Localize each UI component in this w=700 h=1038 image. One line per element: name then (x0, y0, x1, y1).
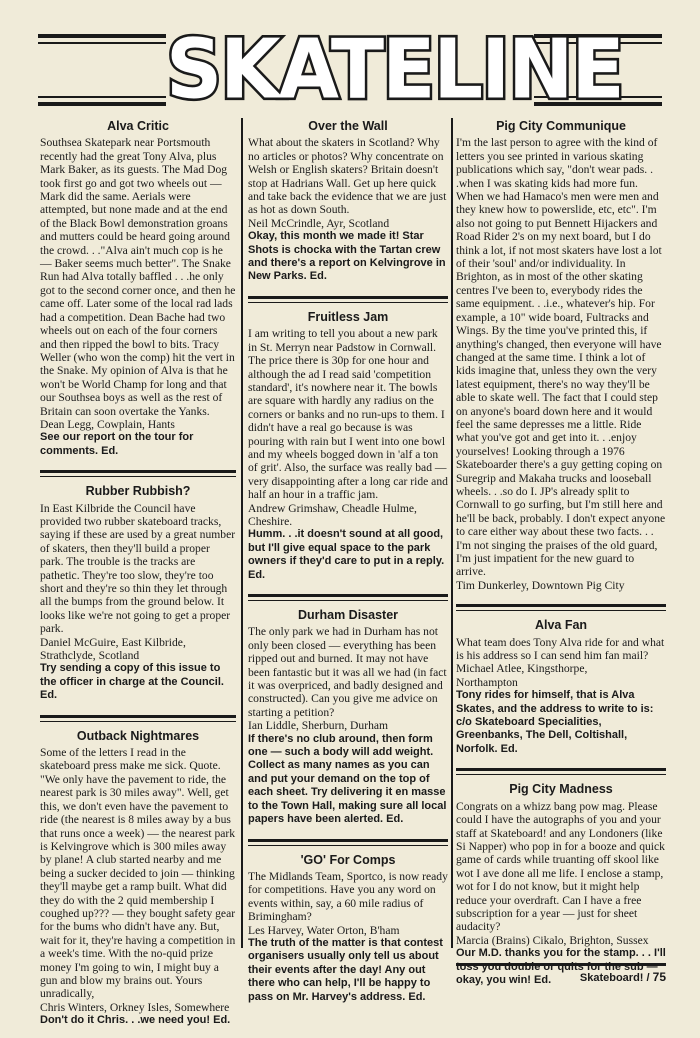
article-body: Southsea Skatepark near Portsmouth recently had the great Tony Alva, plus Mark Baker, as its guests. The Mad Dog took first go and got two wheels out — Mark did the same. Aerials were attempted, but none made and at the end of the Black Bowl demonstration groans and mutters could be heard going around the crowd. . ."Alva ain't much cop is he — Baker seems much better". The Snake Run had Alva totally baffled . . .he only got to the second corner once, and then he came off. Later some of the local rad lads had a competition. Dean Bache had two wheels out on each of the four corners and then ripped the bowl to bits. Tracy Weller (who won the comp) hit the vert in the Snake. My opinion of Alva is that he won't be World Champ for long and that our Southsea boys as well as the rest of Britain can soon overtake the Yanks. (40, 136, 236, 418)
article-signature: Les Harvey, Water Orton, B'ham (248, 923, 400, 937)
article-body: I'm the last person to agree with the kind of letters you see printed in various skating publications which say, "don't wear pads. . .when I was skating kids had more fun. When we had Hamaco's men were men and they knew how to powerslide, etc, etc". I'm also not going to put Bennett Hijackers and Road Rider 2's on my next board, but I do think a lot, if not most skaters have lost a lot of their 'soul' and/or individuality. In Brighton, as in most of the other skating centres I've been to, everybody rides the same equipment. . .i.e., whatever's hip. For example, a 10" wide board, Fultracks and Wings. By the time you've printed this, if anything's changed, then everyone will have changed at the same time. I think a lot of kids imagine that, unless they own the very latest equipment, there's no way they'll be able to skate well. The fact that I could step on anyone's board down here and it would feel the same depresses me a little. Ride what you've got and get into it. . .enjoy yourselves! Looking through a 1976 Skateboarder there's a guy getting coping on Suregrip and Makaha trucks and looseball wheels. . .so do I. JP's already split to Cornwall to go surfing, but I'm still here and he'll be back, probably. I don't expect anyone to care either way about these two facts. . . I'm not singing the praises of the old guard, I'm just impatient for the new guard to arrive. (456, 136, 666, 579)
article-body: Congrats on a whizz bang pow mag. Please could I have the autographs of you and your staff at Skateboard! and any Londoners (like Si Napper) who pop in for a booze and quick game of cards while truanting off skool like wot I ave done all me life. I enclose a stamp, wot for I do not know, but it might help reduce your overdraft. Can I have a free subscription for a year — just for sheet audacity? (456, 799, 665, 934)
article-body: I am writing to tell you about a new park in St. Merryn near Padstow in Cornwall. The price there is 30p for one hour and although the ad I read said 'competition standard', it's nowhere near it. The bowls are square with hardly any radius on the corners or banks and no run-ups to them. I didn't have a real go because is was pouring with rain but I went into one bowl and my wheels bogged down in 'alf a ton of grit'. Also, the surface was really bad — very disappointing after a long car ride and half an hour in a traffic jam. (248, 327, 448, 502)
article-headline: Durham Disaster (297, 608, 399, 622)
column-left (40, 118, 236, 1038)
article-signature: Neil McCrindle, Ayr, Scotland (248, 216, 390, 230)
magazine-name: Skateboard! (579, 972, 644, 984)
masthead (38, 20, 662, 120)
article-headline: Pig City Communique (496, 119, 626, 133)
article-headline: Alva Critic (107, 119, 169, 133)
article-separator (456, 768, 666, 775)
article-signature: Daniel McGuire, East Kilbride, Strathclyde, Scotland (40, 635, 186, 663)
article-headline: Alva Fan (534, 618, 588, 633)
letter-article (248, 120, 448, 284)
article-body: In East Kilbride the Council have provided two rubber skateboard tracks, saying if these are used by a great number of skaters, then they'll build a proper park. The trouble is the tracks are pathetic. They're too slow, they're too short and they're so thin they let through all the bumps from the ground below. It looks like we're not going to get a proper park. (40, 501, 236, 636)
article-headline: 'GO' For Comps (300, 852, 396, 867)
masthead-title: SKATELINE (166, 18, 534, 123)
editor-reply: See our report on the tour for comments. Ed. (40, 431, 194, 457)
editor-reply: Try sending a copy of this issue to the officer in charge at the Council. Ed. (40, 662, 224, 702)
article-signature: Andrew Grimshaw, Cheadle Hulme, Cheshire. (248, 501, 417, 528)
editor-reply: Humm. . .it doesn't sound at all good, but I'll give equal space to the park owners if they'd care to put in a reply. Ed. (248, 528, 445, 581)
letter-article (40, 120, 236, 458)
article-signature: Michael Atlee, Kingsthorpe, Northampton (456, 662, 588, 689)
article-separator (40, 470, 236, 477)
letter-article (248, 854, 448, 1004)
article-signature: Tim Dunkerley, Downtown Pig City (456, 578, 625, 592)
letter-article (456, 619, 666, 756)
article-separator (40, 715, 236, 722)
article-signature: Dean Legg, Cowplain, Hants (40, 417, 175, 431)
article-signature: Chris Winters, Orkney Isles, Somewhere (40, 1000, 230, 1014)
letter-article (40, 485, 236, 703)
article-headline: Outback Nightmares (76, 728, 200, 743)
footer-separator: / (643, 972, 653, 984)
column-divider (241, 118, 243, 948)
letter-article (248, 609, 448, 827)
article-separator (248, 594, 448, 601)
editor-reply: The truth of the matter is that contest organisers usually only tell us about their events after the day! Any out there who can help, I'll be happy to pass on Mr. Harvey's address. Ed. (248, 936, 443, 1003)
letter-article (40, 730, 236, 1028)
letter-article (456, 120, 666, 592)
editor-reply: Don't do it Chris. . .we need you! Ed. (40, 1014, 231, 1027)
editor-reply: Tony rides for himself, that is Alva Skates, and the address to write to is: c/o Skateboard Specialities, Greenbanks, The Dell, Coltishall, Norfolk. Ed. (456, 689, 654, 755)
article-body: What about the skaters in Scotland? Why no articles or photos? Why concentrate on Welsh or English skaters? Britain doesn't stop at Hadrians Wall. Get up here quick and take back the evidence that we are just as hot as down South. (248, 136, 447, 217)
letter-article (248, 311, 448, 582)
article-headline: Pig City Madness (509, 782, 613, 797)
editor-reply: Our M.D. thanks you for the stamp. . . I'll toss you double or quits for the sub — okay, you win! Ed. (456, 947, 666, 986)
article-separator (248, 296, 448, 303)
article-signature: Marcia (Brains) Cikalo, Brighton, Sussex (456, 933, 649, 947)
article-body: The only park we had in Durham has not only been closed — everything has been ripped out and burned. It may not have been fantastic but it was all we had (in fact it was overpriced, and badly designed and constructed). Can you give me advice on starting a petition? (248, 625, 447, 719)
page-footer (456, 963, 666, 984)
letter-article (456, 783, 666, 987)
article-headline: Fruitless Jam (307, 309, 389, 324)
article-headline: Over the Wall (308, 119, 388, 133)
editor-reply: Okay, this month we made it! Star Shots is chocka with the Tartan crew and there's a report on Kelvingrove in New Parks. Ed. (248, 230, 446, 283)
article-separator (248, 839, 448, 846)
article-body: Some of the letters I read in the skateboard press make me sick. Quote. "We only have the pavement to ride, the nearest park is 30 miles away". Well, get this, we don't even have the pavement to ride (the nearest is 8 miles away by a bus that runs once a week) — the nearest park is Kelvingrove which is 300 miles away by plane! A club started nearby and me being a sucker decided to join — thinking they'll maybe get a ramp built. What did they do with the 2 quid membership I coughed up??? — they bought safety gear for the bums who didn't have any. But, wait for it, they're having a competition in a week's time. With the no-quid prize money I'm going to win, I might buy a gun and blow my brains out. Yours unradically, (40, 746, 236, 1001)
page-number: 75 (652, 970, 666, 984)
column-right (456, 118, 666, 997)
article-body: What team does Tony Alva ride for and what is his address so I can send him fan mail? (456, 635, 665, 663)
article-body: The Midlands Team, Sportco, is now ready for competitions. Have you any word on events within, say, a 60 mile radius of Brimingham? (248, 869, 448, 924)
article-separator (456, 604, 666, 611)
article-headline: Rubber Rubbish? (85, 484, 191, 499)
column-divider (451, 118, 453, 948)
article-signature: Ian Liddle, Sherburn, Durham (248, 719, 389, 733)
editor-reply: If there's no club around, then form one — such a body will add weight. Collect as many names as you can and put your demand on the top of each sheet. Try delivering it en masse to the Town Hall, making sure all local papers have been alerted. Ed. (248, 732, 447, 826)
column-middle (248, 118, 448, 1014)
